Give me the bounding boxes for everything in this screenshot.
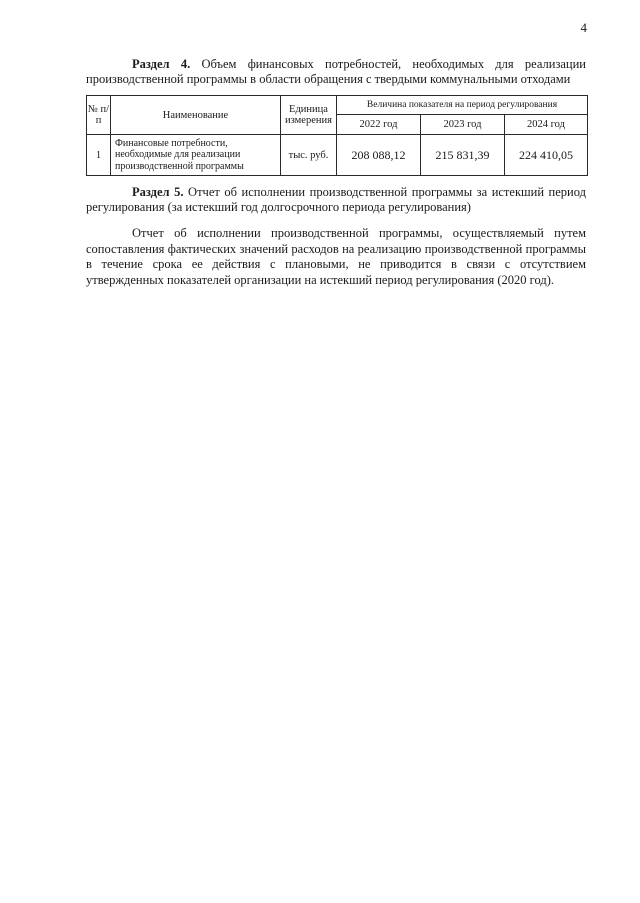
header-year-2024: 2024 год [505, 115, 588, 135]
financial-needs-table [86, 95, 588, 176]
row-name: Финансовые потребности, необходимые для реализации производственной программы [111, 135, 281, 176]
header-number: № п/п [87, 96, 111, 135]
header-unit: Единица измерения [281, 96, 337, 135]
header-name: Наименование [111, 96, 281, 135]
row-unit: тыс. руб. [281, 135, 337, 176]
row-number: 1 [87, 135, 111, 176]
row-value-2022: 208 088,12 [337, 135, 421, 176]
section-5-text: Отчет об исполнении производственной программы за истекший период регулирования (за истекший год долгосрочного периода регулирования) [86, 185, 586, 214]
row-value-2023: 215 831,39 [421, 135, 505, 176]
header-year-2023: 2023 год [421, 115, 505, 135]
section-4-label: Раздел 4. [132, 57, 191, 71]
report-paragraph: Отчет об исполнении производственной программы, осуществляемый путем сопоставления фактических значений расходов на реализацию производственной программы в течение срока ее действия с плановыми, не приводится в связи с отсутствием утвержденных показателей организации на истекший период регулирования (2020 год). [86, 226, 586, 287]
header-year-2022: 2022 год [337, 115, 421, 135]
header-period-group: Величина показателя на период регулирования [337, 96, 588, 115]
section-5-heading [86, 185, 586, 215]
section-5-label: Раздел 5. [132, 185, 184, 199]
section-4-text: Объем финансовых потребностей, необходимых для реализации производственной программы в области обращения с твердыми коммунальными отходами [86, 57, 586, 86]
page-number: 4 [580, 20, 587, 35]
row-value-2024: 224 410,05 [505, 135, 588, 176]
section-4-heading [86, 57, 586, 87]
table-row [87, 135, 588, 176]
